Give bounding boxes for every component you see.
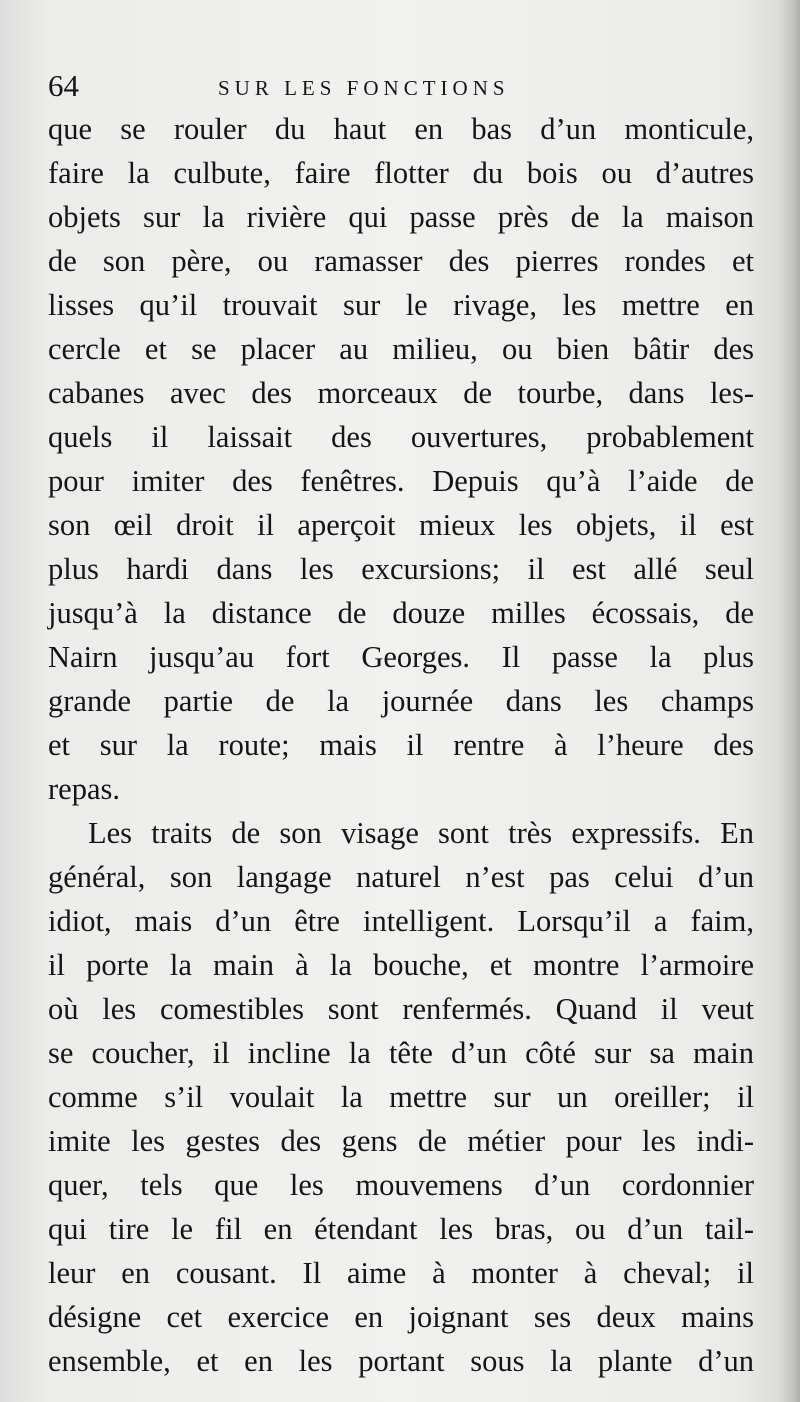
text-line: et sur la route; mais il rentre à l’heure des (48, 728, 754, 762)
text-line: grande partie de la journée dans les champs (48, 684, 754, 718)
text-line: qui tire le fil en étendant les bras, ou d’un tail- (48, 1212, 754, 1246)
text-line: pour imiter des fenêtres. Depuis qu’à l’aide de (48, 464, 754, 498)
text-line: lisses qu’il trouvait sur le rivage, les mettre en (48, 288, 754, 322)
text-line: comme s’il voulait la mettre sur un oreiller; il (48, 1080, 754, 1114)
text-line: cabanes avec des morceaux de tourbe, dans les- (48, 376, 754, 410)
text-line: désigne cet exercice en joignant ses deux mains (48, 1300, 754, 1334)
text-line: repas. (48, 772, 120, 806)
text-line: que se rouler du haut en bas d’un monticule, (48, 112, 754, 146)
text-line: idiot, mais d’un être intelligent. Lorsqu’il a faim, (48, 904, 754, 938)
text-line: leur en cousant. Il aime à monter à cheval; il (48, 1256, 754, 1290)
page-header (48, 68, 753, 108)
text-line: où les comestibles sont renfermés. Quand il veut (48, 992, 754, 1026)
text-line: ensemble, et en les portant sous la plante d’un (48, 1344, 754, 1378)
text-line: il porte la main à la bouche, et montre l’armoire (48, 948, 754, 982)
text-line: quer, tels que les mouvemens d’un cordonnier (48, 1168, 754, 1202)
paragraph-1 (48, 107, 754, 811)
body-text (48, 107, 754, 1383)
text-line: Les traits de son visage sont très expressifs. En (88, 816, 754, 850)
page-number: 64 (48, 68, 79, 103)
text-line: plus hardi dans les excursions; il est allé seul (48, 552, 754, 586)
text-line: se coucher, il incline la tête d’un côté sur sa main (48, 1036, 754, 1070)
text-line: jusqu’à la distance de douze milles écossais, de (48, 596, 754, 630)
text-line: Nairn jusqu’au fort Georges. Il passe la plus (48, 640, 754, 674)
text-line: cercle et se placer au milieu, ou bien bâtir des (48, 332, 754, 366)
text-line: général, son langage naturel n’est pas celui d’un (48, 860, 754, 894)
text-line: faire la culbute, faire flotter du bois ou d’autres (48, 156, 754, 190)
page-edge-shadow (778, 0, 800, 1402)
text-line: quels il laissait des ouvertures, probablement (48, 420, 754, 454)
text-line: son œil droit il aperçoit mieux les objets, il est (48, 508, 754, 542)
paragraph-2 (48, 811, 754, 1383)
text-line: de son père, ou ramasser des pierres rondes et (48, 244, 754, 278)
text-line: objets sur la rivière qui passe près de la maison (48, 200, 754, 234)
running-head: SUR LES FONCTIONS (218, 76, 510, 100)
text-line: imite les gestes des gens de métier pour les indi- (48, 1124, 754, 1158)
